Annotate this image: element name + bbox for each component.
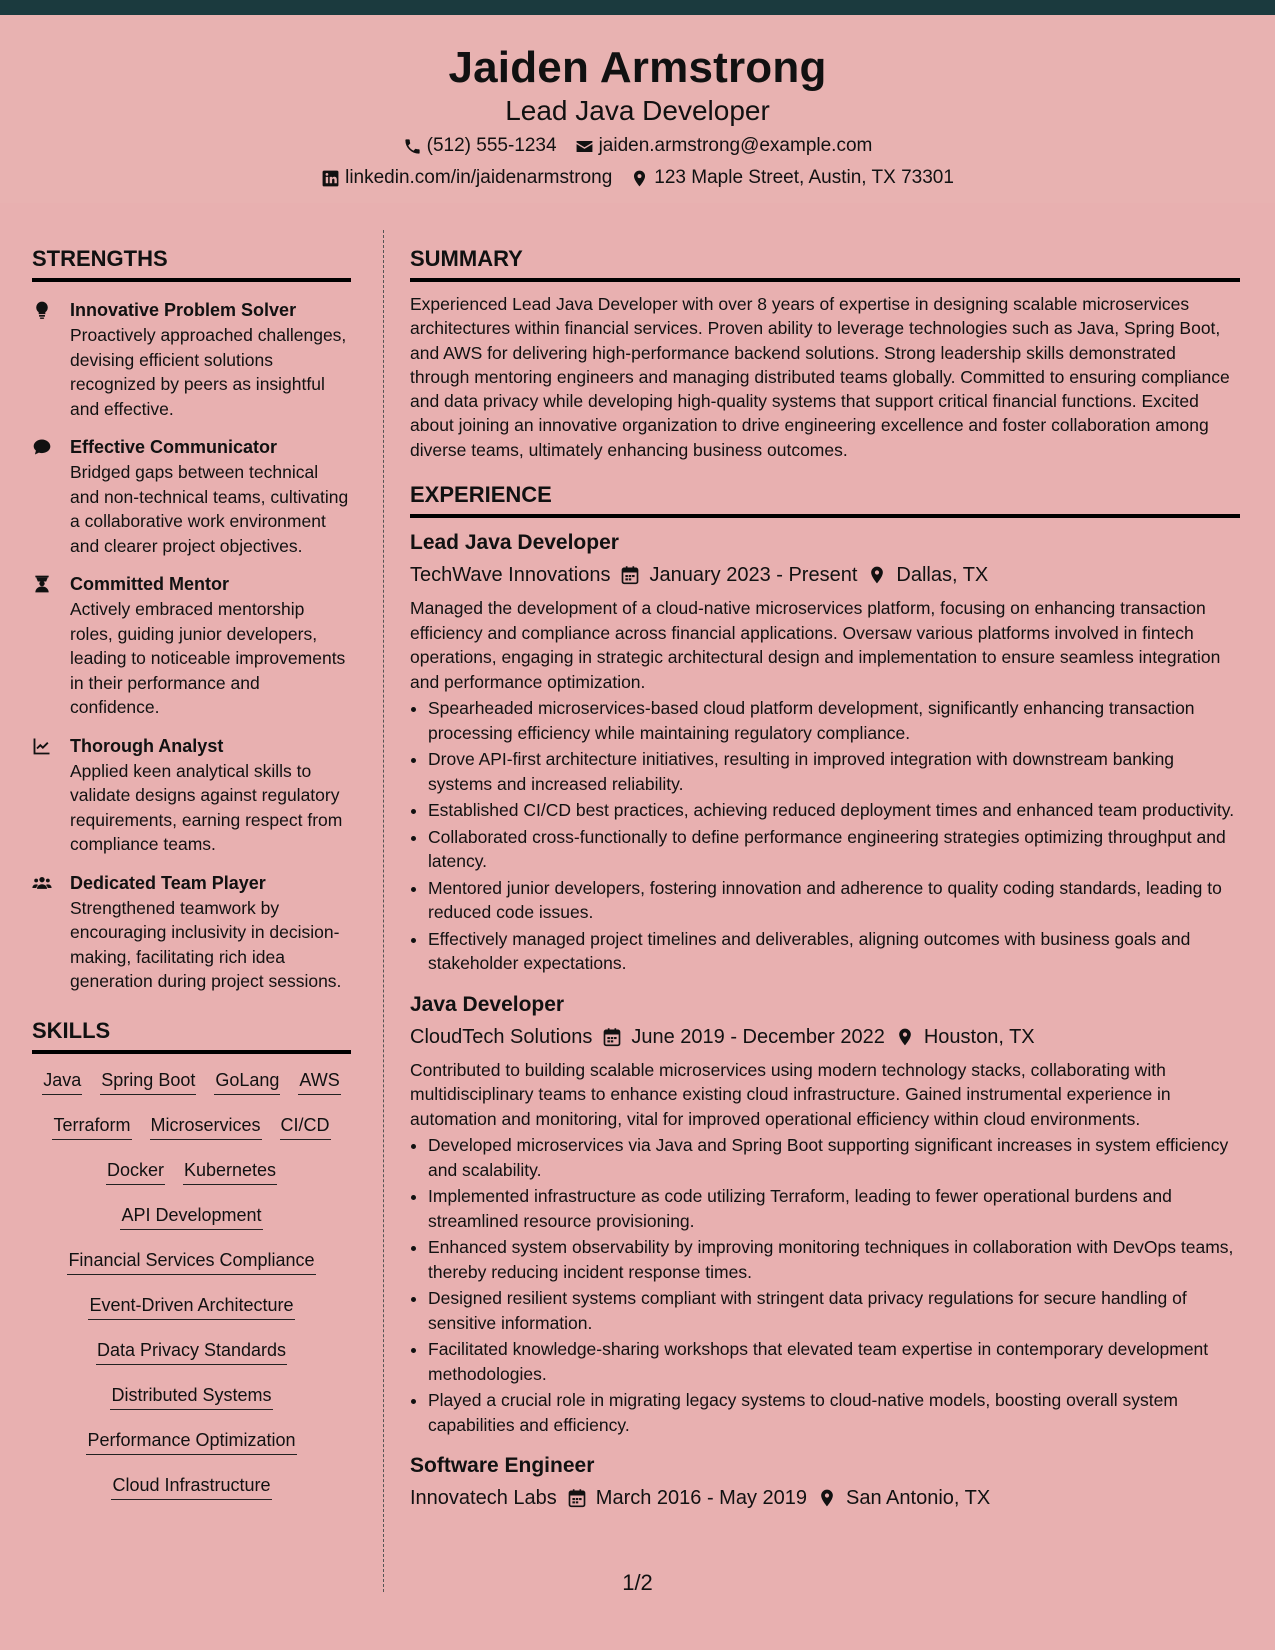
skill-tag: Spring Boot	[100, 1068, 196, 1095]
job-bullet: • Collaborated cross-functionally to define performance engineering strategies optimizing throughput and latency.	[428, 825, 1240, 874]
skills-list	[32, 1068, 351, 1518]
job-bullet: • Drove API-first architecture initiatives, resulting in improved integration with downstream banking systems and increased reliability.	[428, 747, 1240, 796]
contact-line-1	[0, 135, 1275, 157]
skill-tag: AWS	[298, 1068, 340, 1095]
skill-row	[32, 1203, 351, 1248]
phone-icon	[403, 137, 422, 156]
skill-row	[32, 1293, 351, 1338]
strength-title: Innovative Problem Solver	[70, 300, 297, 320]
job-description: Contributed to building scalable microservices using modern technology stacks, collaborating with multidisciplinary teams to enhance existing cloud infrastructure. Gained instrumental experience in automation and monitoring, vital for improved operational efficiency within cloud environments.	[410, 1059, 1171, 1129]
skill-tag: CI/CD	[280, 1113, 331, 1140]
job-bullet: • Spearheaded microservices-based cloud platform development, significantly enhancing transaction processing efficiency while maintaining regulatory compliance.	[428, 696, 1240, 745]
skill-tag: Financial Services Compliance	[67, 1248, 315, 1275]
candidate-name: Jaiden Armstrong	[448, 43, 827, 92]
right-column	[410, 246, 1240, 1513]
phone-contact	[403, 135, 557, 157]
skill-tag: Terraform	[52, 1113, 131, 1140]
skill-row	[32, 1473, 351, 1518]
skill-tag: Cloud Infrastructure	[111, 1473, 271, 1500]
resume-header	[0, 15, 1275, 203]
job-entry	[410, 528, 1240, 976]
job-bullet: • Mentored junior developers, fostering innovation and adherence to quality coding standards, leading to reduced code issues.	[428, 876, 1240, 925]
top-bar	[0, 0, 1275, 15]
users-icon	[32, 873, 52, 893]
job-bullets	[410, 696, 1240, 976]
skill-row	[32, 1113, 351, 1158]
contact-line-2	[0, 167, 1275, 189]
calendar-icon	[602, 1027, 622, 1047]
address-contact	[630, 167, 954, 189]
candidate-role: Lead Java Developer	[505, 95, 770, 126]
job-title: Java Developer	[410, 992, 565, 1016]
calendar-icon	[620, 565, 640, 585]
skill-tag: Performance Optimization	[86, 1428, 296, 1455]
column-divider	[383, 230, 384, 1592]
job-title: Software Engineer	[410, 1454, 595, 1478]
experience-heading: EXPERIENCE	[410, 482, 1240, 518]
company-name: Innovatech Labs	[410, 1487, 557, 1510]
strength-desc: Applied keen analytical skills to validate designs against regulatory requirements, earning respect from compliance teams.	[70, 760, 343, 854]
job-entry	[410, 1451, 1240, 1513]
strength-item	[32, 572, 351, 720]
email-text[interactable]: jaiden.armstrong@example.com	[598, 135, 873, 156]
skill-tag: GoLang	[214, 1068, 280, 1095]
strength-desc: Actively embraced mentorship roles, guiding junior developers, leading to noticeable improvements in their performance and confidence.	[70, 599, 346, 717]
job-bullet: • Implemented infrastructure as code utilizing Terraform, leading to fewer operational burdens and streamlined resource provisioning.	[428, 1184, 1240, 1233]
company-name: CloudTech Solutions	[410, 1025, 593, 1048]
strength-desc: Bridged gaps between technical and non-technical teams, cultivating a collaborative work environment and clearer project objectives.	[70, 462, 349, 556]
strength-desc: Proactively approached challenges, devising efficient solutions recognized by peers as insightful and effective.	[70, 325, 347, 419]
skill-tag: API Development	[120, 1203, 262, 1230]
skill-tag: Microservices	[150, 1113, 262, 1140]
linkedin-contact[interactable]	[321, 167, 612, 189]
linkedin-text[interactable]: linkedin.com/in/jaidenarmstrong	[345, 167, 613, 188]
calendar-icon	[567, 1488, 587, 1508]
left-column	[32, 246, 351, 1518]
map-pin-icon	[817, 1488, 837, 1508]
company-name: TechWave Innovations	[410, 564, 611, 587]
skill-row	[32, 1338, 351, 1383]
page-number: 1/2	[622, 1570, 653, 1595]
job-bullet: • Played a crucial role in migrating legacy systems to cloud-native models, boosting overall system capabilities and efficiency.	[428, 1388, 1240, 1437]
strength-item	[32, 435, 351, 558]
skills-heading: SKILLS	[32, 1018, 351, 1054]
phone-text: (512) 555-1234	[426, 135, 557, 156]
skill-tag: Kubernetes	[183, 1158, 277, 1185]
teacher-icon	[32, 574, 52, 594]
summary-text: Experienced Lead Java Developer with over 8 years of expertise in designing scalable microservices architectures within financial services. Proven ability to leverage technologies such as Java, Spring Boot, and AWS for delivering high-performance backend solutions. Strong leadership skills demonstrated through mentoring engineers and managing distributed teams globally. Committed to ensuring compliance and data privacy while developing high-quality systems that support critical financial functions. Excited about joining an innovative organization to drive engineering excellence and foster collaboration among diverse teams, ultimately enhancing business outcomes.	[410, 294, 1230, 460]
strengths-heading: STRENGTHS	[32, 246, 351, 282]
map-pin-icon	[867, 565, 887, 585]
job-dates: January 2023 - Present	[649, 564, 858, 587]
map-pin-icon	[895, 1027, 915, 1047]
skill-row	[32, 1068, 351, 1113]
job-meta	[410, 1483, 1240, 1513]
strength-desc: Strengthened teamwork by encouraging inclusivity in decision-making, facilitating rich idea generation during project sessions.	[70, 897, 342, 991]
skill-row	[32, 1158, 351, 1203]
strength-item	[32, 734, 351, 857]
skill-row	[32, 1383, 351, 1428]
strength-title: Dedicated Team Player	[70, 872, 266, 893]
job-bullets	[410, 1133, 1240, 1437]
job-bullet: • Facilitated knowledge-sharing workshops that elevated team expertise in contemporary development methodologies.	[428, 1337, 1240, 1386]
skill-tag: Data Privacy Standards	[96, 1338, 287, 1365]
address-text: 123 Maple Street, Austin, TX 73301	[654, 167, 954, 188]
chart-line-icon	[32, 736, 52, 756]
skill-tag: Event-Driven Architecture	[88, 1293, 294, 1320]
skill-tag: Docker	[106, 1158, 165, 1185]
speech-bubble-icon	[32, 437, 52, 457]
skill-tag: Distributed Systems	[110, 1383, 272, 1410]
job-location: San Antonio, TX	[846, 1487, 991, 1510]
job-location: Houston, TX	[923, 1025, 1035, 1048]
job-location: Dallas, TX	[896, 564, 989, 587]
map-pin-icon	[630, 169, 649, 188]
job-bullet: • Developed microservices via Java and Spring Boot supporting significant increases in system efficiency and scalability.	[428, 1133, 1240, 1182]
strength-title: Thorough Analyst	[70, 735, 224, 756]
summary-heading: SUMMARY	[410, 246, 1240, 282]
job-bullet: • Effectively managed project timelines and deliverables, aligning outcomes with business goals and stakeholder expectations.	[428, 927, 1240, 976]
skill-row	[32, 1248, 351, 1293]
lightbulb-icon	[32, 300, 52, 320]
strength-title: Effective Communicator	[70, 437, 278, 457]
strength-item	[32, 298, 351, 421]
job-title: Lead Java Developer	[410, 531, 619, 555]
job-meta	[410, 560, 1240, 590]
envelope-icon	[575, 137, 594, 156]
job-bullet: • Enhanced system observability by improving monitoring techniques in collaboration with DevOps teams, thereby reducing incident response times.	[428, 1235, 1240, 1284]
strength-title: Committed Mentor	[70, 574, 229, 594]
skill-row	[32, 1428, 351, 1473]
job-meta	[410, 1022, 1240, 1052]
job-bullet: • Designed resilient systems compliant with stringent data privacy regulations for secure handling of sensitive information.	[428, 1286, 1240, 1335]
email-contact[interactable]	[575, 135, 873, 157]
job-description: Managed the development of a cloud-native microservices platform, focusing on enhancing transaction efficiency and compliance across financial applications. Oversaw various platforms involved in fintech operations, engaging in strategic architectural design and implementation to ensure seamless integration and performance optimization.	[410, 598, 1221, 692]
skill-tag: Java	[42, 1068, 82, 1095]
job-dates: June 2019 - December 2022	[631, 1025, 885, 1048]
job-entry	[410, 990, 1240, 1438]
strength-item	[32, 871, 351, 994]
linkedin-icon	[321, 169, 340, 188]
job-dates: March 2016 - May 2019	[595, 1487, 808, 1510]
job-bullet: • Established CI/CD best practices, achieving reduced deployment times and enhanced team productivity.	[428, 798, 1240, 823]
